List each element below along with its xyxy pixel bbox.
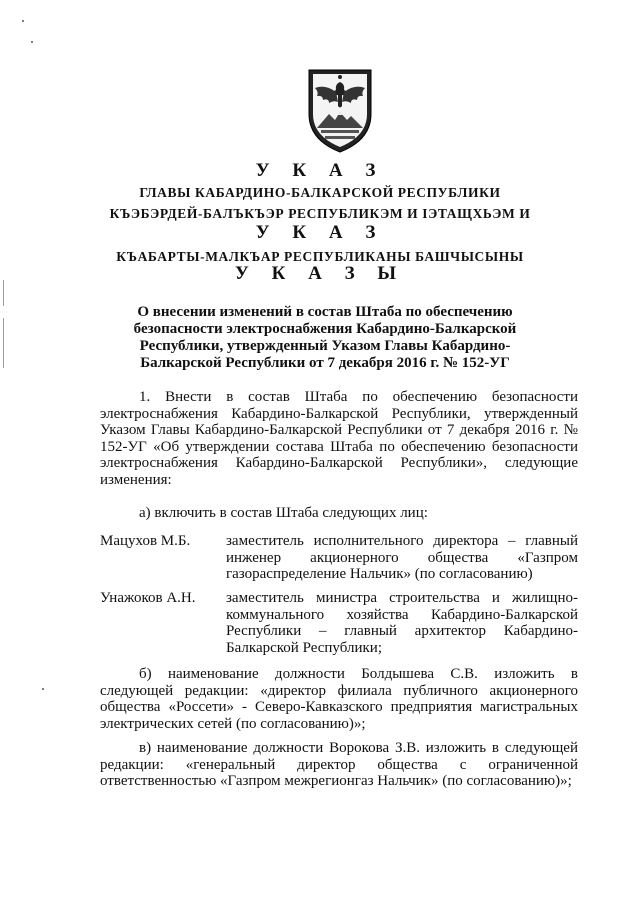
decree-title: О внесении изменений в состав Штаба по обеспечению безопасности электроснабжения Кабардино-Балкарской Республики, утвержденный Указом Главы Кабардино-Балкарской Республики от 7 декабря 2016 г. № 152-УГ [133,304,517,371]
scan-speck [22,20,24,22]
decree-heading-balkar: У К А З Ы [234,263,406,284]
coat-of-arms-emblem [301,62,379,154]
paragraph-b: б) наименование должности Болдышева С.В. изложить в следующей редакции: «директор филиала публичного акционерного общества «Россети» - Северо-Кавказского предприятия магистральных электрических сетей (по согласованию)»; [100,666,578,732]
person-role: заместитель исполнительного директора – главный инженер акционерного общества «Газпром газораспределение Нальчик» (по согласованию) [226,533,578,582]
person-name: Мацухов М.Б. [100,533,191,549]
person-name: Унажоков А.Н. [100,590,196,606]
paragraph-v: в) наименование должности Ворокова З.В. изложить в следующей редакции: «генеральный директор общества с ограниченной ответственностью «Газпром межрегионгаз Нальчик» (по согласованию)»; [100,740,578,789]
paragraph-1: 1. Внести в состав Штаба по обеспечению безопасности электроснабжения Кабардино-Балкарской Республики, утвержденный Указом Главы Кабардино-Балкарской Республики от 7 декабря 2016 г. № 152-УГ «Об утверждении состава Штаба по обеспечению безопасности электроснабжения Кабардино-Балкарской Республики», следующие изменения: [100,389,578,488]
person-role: заместитель министра строительства и жилищно-коммунального хозяйства Кабардино-Балкарской Республики – главный архитектор Кабардино-Балкарской Республики; [226,590,578,656]
issuer-line-kabardian: КЪЭБЭРДЕЙ-БАЛЪКЪЭР РЕСПУБЛИКЭМ И ІЭТАЩХЬЭМ И [109,206,531,221]
scan-margin-mark [3,318,4,368]
scan-speck [42,688,44,690]
decree-heading-ru: У К А З [255,160,385,181]
scan-margin-mark [3,280,4,306]
issuer-line-balkar: КЪАБАРТЫ-МАЛКЪАР РЕСПУБЛИКАНЫ БАШЧЫСЫНЫ [116,249,524,264]
scan-speck [31,41,33,43]
decree-heading-kabardian: У К А З [255,222,385,243]
paragraph-a: а) включить в состав Штаба следующих лиц: [139,505,428,521]
issuer-line-ru: ГЛАВЫ КАБАРДИНО-БАЛКАРСКОЙ РЕСПУБЛИКИ [139,185,501,200]
